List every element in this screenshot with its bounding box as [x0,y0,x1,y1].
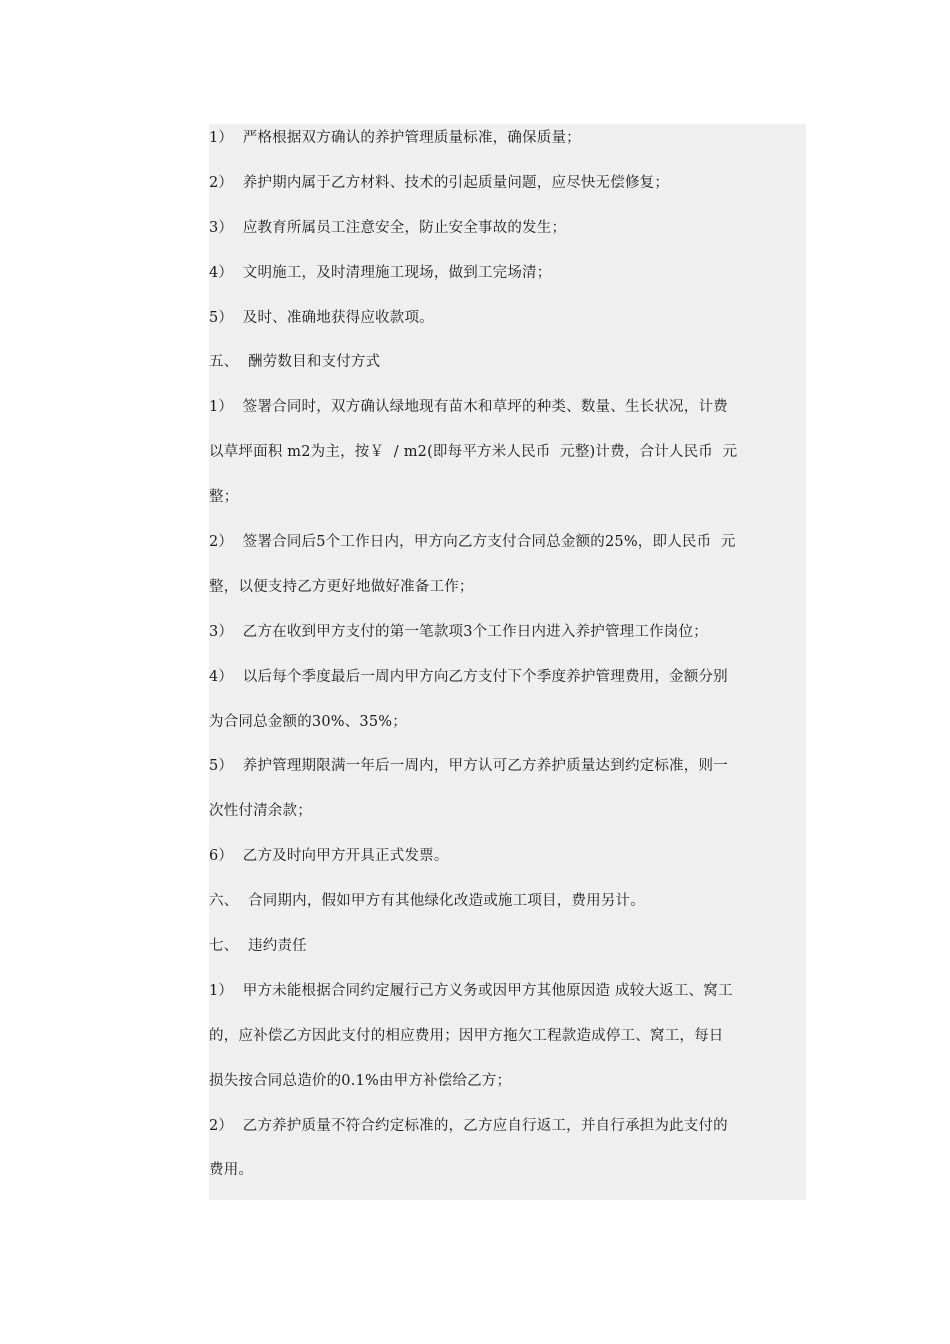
text-line: 以草坪面积 m2为主，按￥ / m2(即每平方米人民币 元整)计费，合计人民币 元 [209,444,738,461]
text-line: 为合同总金额的30%、35%； [209,713,407,730]
text-line: 1） 甲方未能根据合同约定履行己方义务或因甲方其他原因造 成较大返工、窝工 [209,982,733,999]
text-line: 4） 文明施工，及时清理施工现场，做到工完场清； [209,264,552,281]
text-line: 5） 养护管理期限满一年后一周内，甲方认可乙方养护质量达到约定标准，则一 [209,758,728,775]
contract-text-block [209,124,806,1200]
text-line: 1） 签署合同时，双方确认绿地现有苗木和草坪的种类、数量、生长状况，计费 [209,399,728,416]
text-line: 2） 乙方养护质量不符合约定标准的，乙方应自行返工，并自行承担为此支付的 [209,1117,728,1134]
text-line: 整； [209,489,239,506]
text-line: 6） 乙方及时向甲方开具正式发票。 [209,848,449,865]
text-line: 2） 签署合同后5个工作日内，甲方向乙方支付合同总金额的25%，即人民币 元 [209,534,736,551]
section-heading: 六、 合同期内，假如甲方有其他绿化改造或施工项目，费用另计。 [209,893,645,910]
text-line: 4） 以后每个季度最后一周内甲方向乙方支付下个季度养护管理费用，金额分别 [209,668,728,685]
section-heading: 七、 违约责任 [209,938,307,955]
text-line: 的，应补偿乙方因此支付的相应费用；因甲方拖欠工程款造成停工、窝工，每日 [209,1027,724,1044]
text-line: 次性付清余款； [209,803,312,820]
text-line: 损失按合同总造价的0.1%由甲方补偿给乙方； [209,1072,512,1089]
section-heading: 五、 酬劳数目和支付方式 [209,354,381,371]
text-line: 整，以便支持乙方更好地做好准备工作； [209,578,474,595]
text-line: 费用。 [209,1162,254,1179]
text-line: 3） 乙方在收到甲方支付的第一笔款项3个工作日内进入养护管理工作岗位； [209,623,708,640]
text-line: 3） 应教育所属员工注意安全，防止安全事故的发生； [209,219,567,236]
text-line: 2） 养护期内属于乙方材料、技术的引起质量问题，应尽快无偿修复； [209,174,670,191]
text-line: 1） 严格根据双方确认的养护管理质量标准，确保质量； [209,130,581,146]
text-line: 5） 及时、准确地获得应收款项。 [209,309,434,326]
